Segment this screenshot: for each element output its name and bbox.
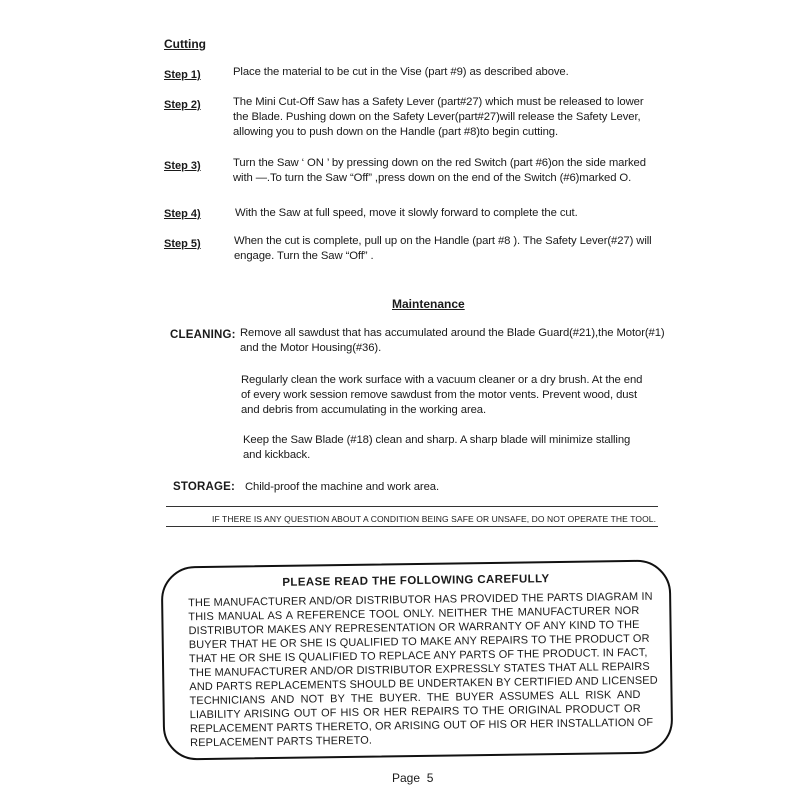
notice-line: THAT HE OR SHE IS QUALIFIED TO REPLACE ANY PARTS OF THE PRODUCT. IN FACT,	[188, 646, 648, 666]
cleaning-line: Keep the Saw Blade (#18) clean and sharp. A sharp blade will minimize stalling	[243, 434, 631, 446]
step-2-text	[233, 95, 644, 140]
step-2-label: Step 2)	[164, 99, 201, 111]
divider-top	[166, 506, 658, 507]
page-number: Page 5	[392, 771, 434, 785]
step-4-text	[235, 206, 578, 221]
cleaning-label: CLEANING:	[170, 329, 236, 341]
cleaning-paragraph-2	[241, 373, 642, 418]
notice-line: THIS MANUAL AS A REFERENCE TOOL ONLY. NEITHER THE MANUFACTURER NOR	[188, 604, 640, 624]
notice-line: REPLACEMENT PARTS THERETO, OR ARISING OUT OF HIS OR HER INSTALLATION OF	[189, 716, 654, 736]
notice-line: LIABILITY ARISING OUT OF HIS OR HER REPAIRS TO THE ORIGINAL PRODUCT OR	[189, 702, 641, 722]
step-1-text	[233, 65, 569, 80]
cleaning-line: and kickback.	[243, 449, 311, 461]
step-2-line: allowing you to push down on the Handle (part #8)to begin cutting.	[233, 126, 558, 138]
notice-line: TECHNICIANS AND NOT BY THE BUYER. THE BUYER ASSUMES ALL RISK AND	[189, 688, 641, 708]
divider-bottom	[166, 526, 658, 527]
notice-line: DISTRIBUTOR MAKES ANY REPRESENTATION OR WARRANTY OF ANY KIND TO THE	[188, 618, 640, 638]
step-2-line: the Blade. Pushing down on the Safety Lever(part#27)will release the Safety Lever,	[233, 111, 641, 123]
step-4-line: With the Saw at full speed, move it slowly forward to complete the cut.	[235, 207, 578, 219]
step-4-label: Step 4)	[164, 208, 201, 220]
step-2-line: The Mini Cut-Off Saw has a Safety Lever (part#27) which must be released to lower	[233, 96, 644, 108]
step-1-label: Step 1)	[164, 69, 201, 81]
cleaning-line: Remove all sawdust that has accumulated around the Blade Guard(#21),the Motor(#1)	[240, 327, 665, 339]
storage-label: STORAGE:	[173, 481, 236, 493]
cleaning-line: and debris from accumulating in the working area.	[241, 404, 487, 416]
cleaning-paragraph-1	[240, 326, 665, 356]
notice-box	[161, 559, 674, 760]
notice-line: THE MANUFACTURER AND/OR DISTRIBUTOR EXPRESSLY STATES THAT ALL REPAIRS	[189, 660, 650, 680]
safety-warning: IF THERE IS ANY QUESTION ABOUT A CONDITION BEING SAFE OR UNSAFE, DO NOT OPERATE THE TOOL.	[212, 514, 657, 524]
notice-line: THE MANUFACTURER AND/OR DISTRIBUTOR HAS PROVIDED THE PARTS DIAGRAM IN	[188, 590, 653, 610]
notice-line: BUYER THAT HE OR SHE IS QUALIFIED TO MAKE ANY REPAIRS TO THE PRODUCT OR	[188, 632, 650, 652]
step-3-line: Turn the Saw ‘ ON ’ by pressing down on the red Switch (part #6)on the side marked	[233, 157, 646, 169]
step-3-line: with —.To turn the Saw “Off” ,press down on the end of the Switch (#6)marked O.	[233, 172, 632, 184]
storage-text: Child-proof the machine and work area.	[245, 481, 440, 493]
step-5-line: engage. Turn the Saw “Off” .	[234, 250, 374, 262]
step-3-text	[233, 156, 646, 186]
notice-line: AND PARTS REPLACEMENTS SHOULD BE UNDERTAKEN BY CERTIFIED AND LICENSED	[189, 674, 658, 694]
cutting-heading: Cutting	[164, 37, 206, 51]
cleaning-line: Regularly clean the work surface with a vacuum cleaner or a dry brush. At the end	[241, 374, 643, 386]
step-5-line: When the cut is complete, pull up on the Handle (part #8 ). The Safety Lever(#27) will	[234, 235, 652, 247]
notice-body	[188, 590, 658, 750]
notice-title: PLEASE READ THE FOLLOWING CAREFULLY	[282, 573, 550, 589]
step-3-label: Step 3)	[164, 160, 201, 172]
notice-line: REPLACEMENT PARTS THERETO.	[190, 734, 373, 750]
cleaning-line: of every work session remove sawdust from the motor vents. Prevent wood, dust	[241, 389, 638, 401]
step-1-line: Place the material to be cut in the Vise (part #9) as described above.	[233, 66, 569, 78]
step-5-text	[234, 234, 652, 264]
cleaning-line: and the Motor Housing(#36).	[240, 342, 382, 354]
step-5-label: Step 5)	[164, 238, 201, 250]
cleaning-paragraph-3	[243, 433, 630, 463]
maintenance-heading: Maintenance	[392, 297, 465, 311]
